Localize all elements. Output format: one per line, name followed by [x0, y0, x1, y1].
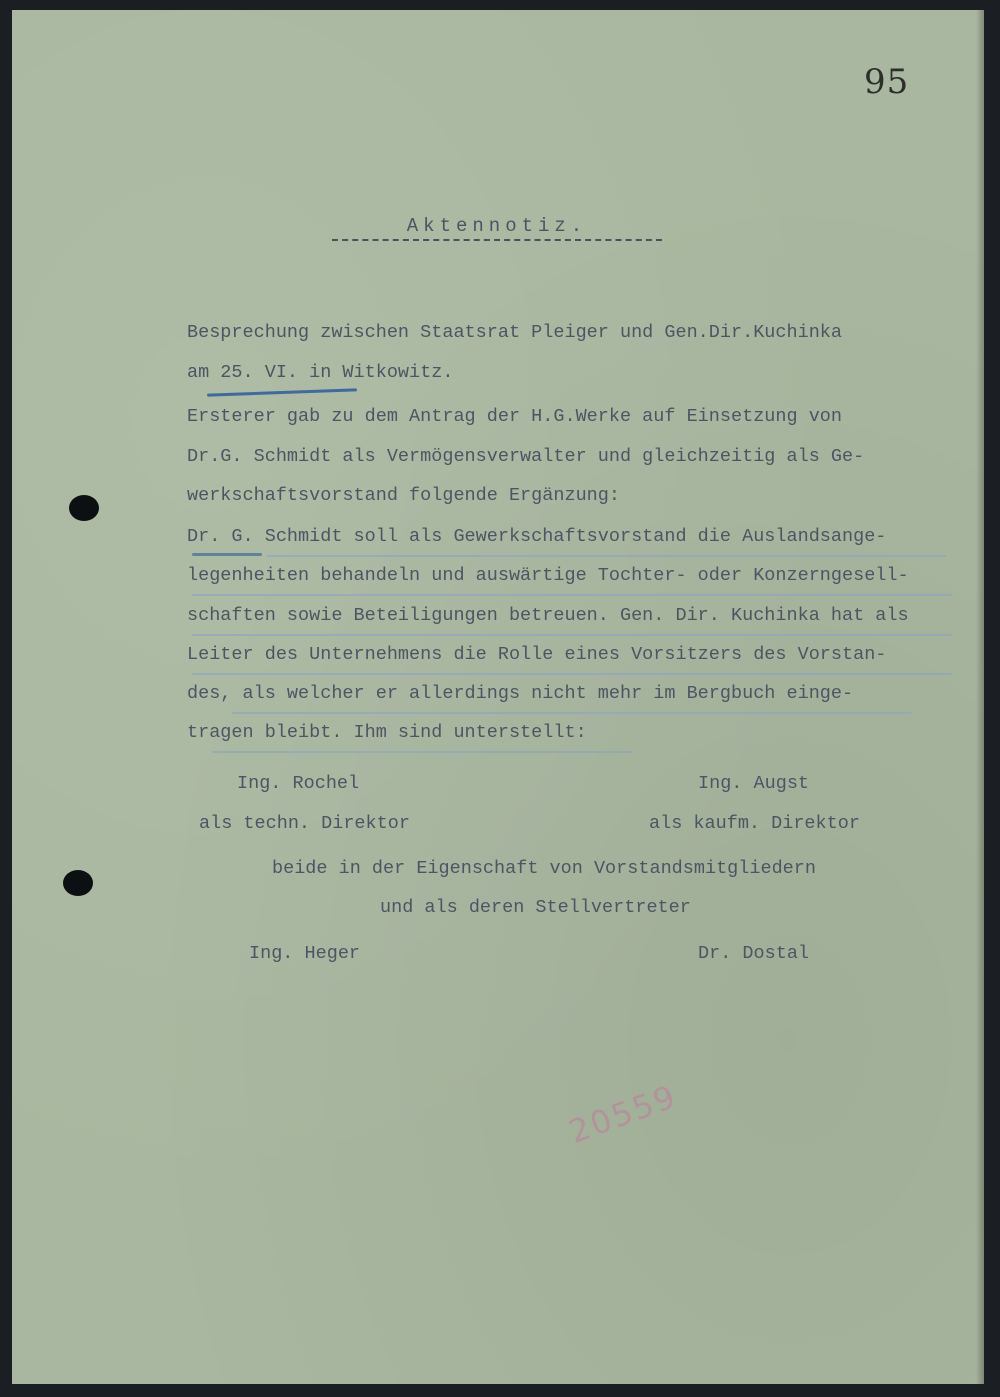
paragraph-line-2: am 25. VI. in Witkowitz. — [187, 362, 454, 383]
page-number: 95 — [864, 62, 910, 102]
faint-underline-6 — [212, 751, 632, 753]
paragraph-line-8: schaften sowie Beteiligungen betreuen. Gen. Dir. Kuchinka hat als — [187, 605, 909, 626]
faint-underline-4 — [192, 673, 952, 675]
deputy-left: Ing. Heger — [249, 943, 361, 964]
title-block — [332, 215, 662, 241]
paragraph-line-4: Dr.G. Schmidt als Vermögensverwalter und gleichzeitig als Ge- — [187, 446, 865, 467]
document-title: Aktennotiz. — [406, 215, 588, 237]
paragraph-line-6: Dr. G. Schmidt soll als Gewerkschaftsvorstand die Auslandsange- — [187, 526, 887, 547]
faint-underline-3 — [192, 634, 952, 636]
blue-pencil-underline-date — [207, 388, 357, 396]
paragraph-line-3: Ersterer gab zu dem Antrag der H.G.Werke auf Einsetzung von — [187, 406, 843, 427]
archive-stamp — [564, 1077, 682, 1151]
paragraph-line-9: Leiter des Unternehmens die Rolle eines Vorsitzers des Vorstan- — [187, 644, 887, 665]
blue-pencil-underline-name — [192, 553, 262, 556]
document-page — [12, 10, 984, 1384]
director-left-role: als techn. Direktor — [199, 813, 410, 834]
faint-underline-5 — [232, 712, 912, 714]
paragraph-line-7: legenheiten behandeln und auswärtige Tochter- oder Konzerngesell- — [187, 565, 909, 586]
punch-hole-top — [69, 495, 99, 521]
director-right-role: als kaufm. Direktor — [649, 813, 860, 834]
paragraph-line-1: Besprechung zwischen Staatsrat Pleiger und Gen.Dir.Kuchinka — [187, 322, 843, 343]
paragraph-line-10: des, als welcher er allerdings nicht mehr im Bergbuch einge- — [187, 683, 854, 704]
director-left-name: Ing. Rochel — [237, 773, 360, 794]
punch-hole-bottom — [63, 870, 93, 896]
paragraph-line-11: tragen bleibt. Ihm sind unterstellt: — [187, 722, 587, 743]
director-right-name: Ing. Augst — [698, 773, 810, 794]
faint-underline-1 — [267, 555, 947, 557]
capacity-line-2: und als deren Stellvertreter — [380, 897, 691, 918]
paragraph-line-5: werkschaftsvorstand folgende Ergänzung: — [187, 485, 620, 506]
deputy-right: Dr. Dostal — [698, 943, 810, 964]
capacity-line-1: beide in der Eigenschaft von Vorstandsmitgliedern — [272, 858, 816, 879]
faint-underline-2 — [192, 594, 952, 596]
archive-stamp-number: 20559 — [563, 1077, 682, 1151]
page-edge-shadow — [976, 10, 984, 1384]
